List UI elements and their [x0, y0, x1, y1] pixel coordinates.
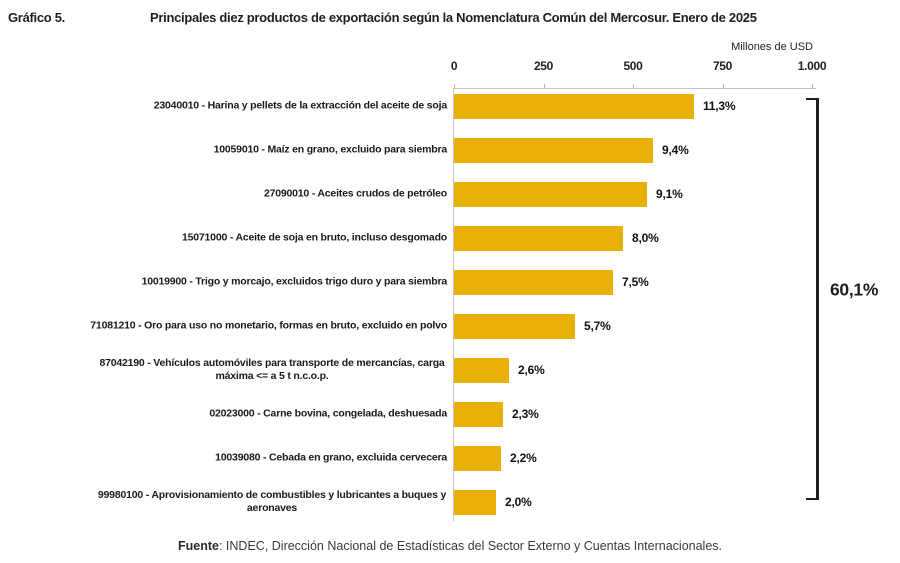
- bar: [454, 490, 496, 515]
- unit-label: Millones de USD: [731, 41, 813, 53]
- axis-tick-label: 750: [712, 59, 733, 73]
- bar-category-label: 10019900 - Trigo y morcajo, excluidos trigo duro y para siembra: [141, 275, 447, 288]
- bar: [454, 314, 575, 339]
- bar-value-label: 7,5%: [622, 275, 649, 289]
- bar-category-label: 71081210 - Oro para uso no monetario, formas en bruto, excluido en polvo: [90, 319, 447, 332]
- bar: [454, 226, 623, 251]
- bar-value-label: 2,0%: [505, 495, 532, 509]
- source-note: [0, 539, 900, 553]
- bracket-total-label: 60,1%: [830, 279, 879, 300]
- bar: [454, 446, 501, 471]
- bar-value-label: 9,1%: [656, 187, 683, 201]
- bar-category-label: 10059010 - Maíz en grano, excluido para siembra: [213, 143, 447, 156]
- bar-value-label: 2,6%: [518, 363, 545, 377]
- bar: [454, 270, 613, 295]
- axis-tick-label: 1.000: [797, 59, 827, 73]
- x-axis-line: [454, 88, 816, 89]
- bar-category-label: 99980100 - Aprovisionamiento de combustibles y lubricantes a buques y aeronaves: [97, 489, 447, 514]
- chart-title: Principales diez productos de exportación según la Nomenclatura Común del Mercosur. Enero de 2025: [150, 10, 757, 25]
- bar-category-label: 23040010 - Harina y pellets de la extracción del aceite de soja: [153, 99, 447, 112]
- bar-value-label: 2,2%: [510, 451, 537, 465]
- axis-tick-label: 500: [623, 59, 643, 73]
- bar-category-label: 15071000 - Aceite de soja en bruto, incluso desgomado: [181, 231, 447, 244]
- bar-category-label: 87042190 - Vehículos automóviles para transporte de mercancías, carga máxima <= a 5 t n.c.o.p.: [99, 357, 445, 382]
- bar: [454, 402, 503, 427]
- axis-tick-label: 0: [450, 59, 458, 73]
- bar-category-label: 02023000 - Carne bovina, congelada, deshuesada: [209, 407, 447, 420]
- source-text: : INDEC, Dirección Nacional de Estadísticas del Sector Externo y Cuentas Internacionales.: [218, 539, 722, 553]
- bar: [454, 94, 694, 119]
- source-label: Fuente: [178, 539, 219, 553]
- bar-category-label: 27090010 - Aceites crudos de petróleo: [263, 187, 447, 200]
- figure-label: Gráfico 5.: [8, 10, 65, 25]
- bar-value-label: 8,0%: [632, 231, 659, 245]
- bar-value-label: 2,3%: [512, 407, 539, 421]
- bar: [454, 138, 653, 163]
- bar-value-label: 11,3%: [703, 99, 736, 113]
- bar: [454, 182, 647, 207]
- bar-value-label: 9,4%: [662, 143, 689, 157]
- bracket: [806, 98, 819, 500]
- bar-value-label: 5,7%: [584, 319, 611, 333]
- bar-category-label: 10039080 - Cebada en grano, excluida cervecera: [215, 451, 447, 464]
- bar: [454, 358, 509, 383]
- axis-tick-label: 250: [533, 59, 554, 73]
